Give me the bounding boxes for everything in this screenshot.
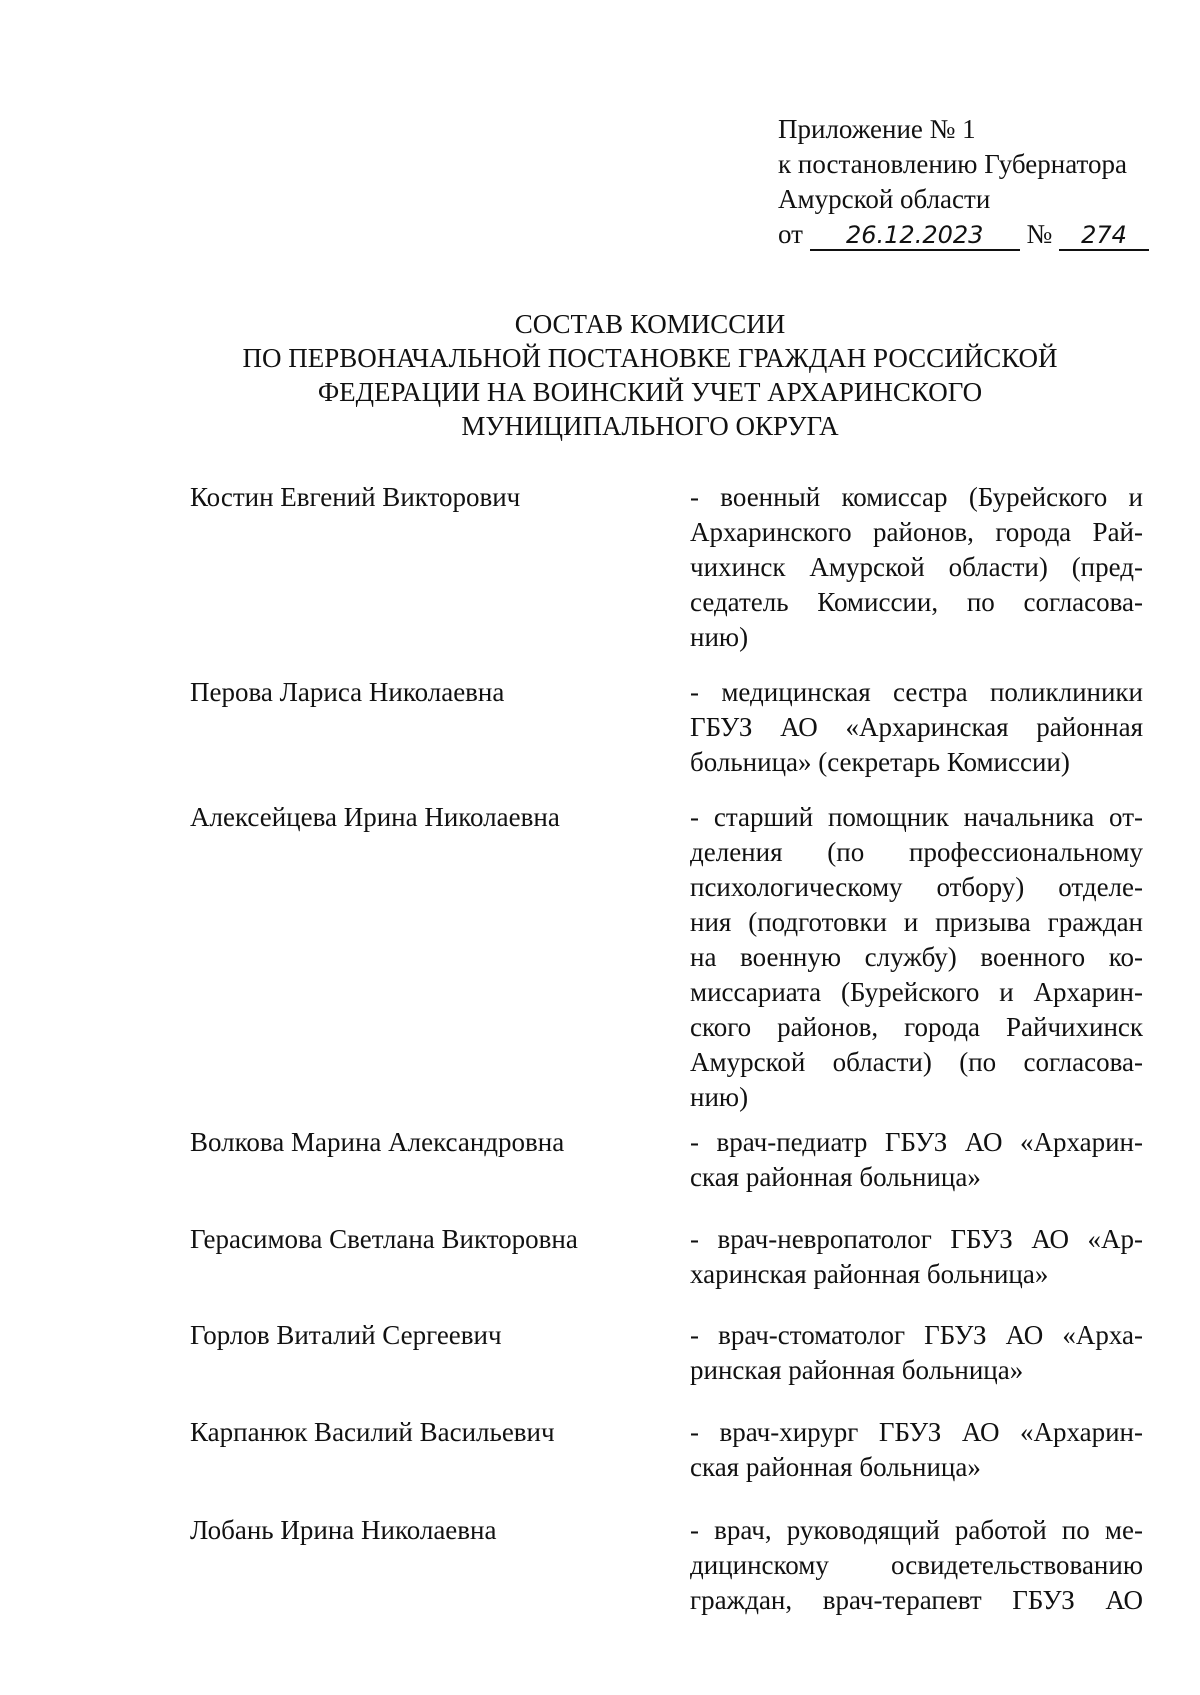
member-name: Герасимова Светлана Викторовна [190,1224,578,1254]
member-role-line: на военную службу) военного ко- [690,942,1143,972]
member-role [690,1125,1143,1195]
member-name: Горлов Виталий Сергеевич [190,1320,502,1350]
appendix-title: Приложение № 1 [778,114,976,144]
member-role-line: ская районная больница» [690,1162,981,1192]
member-name: Костин Евгений Викторович [190,482,521,512]
member-role-line: ния (подготовки и призыва граждан [690,907,1143,937]
member-role-line: ского районов, города Райчихинск [690,1012,1143,1042]
member-role-line: Амурской области) (по согласова- [690,1047,1143,1077]
member-role [690,675,1143,780]
title-line: СОСТАВ КОМИССИИ [514,309,786,339]
member-role-line: чихинск Амурской области) (пред- [690,552,1143,582]
member-role [690,1222,1143,1292]
member-role-line: психологическому отбору) отделе- [690,872,1143,902]
member-name: Перова Лариса Николаевна [190,677,505,707]
member-role [690,1318,1143,1388]
member-role-line: больница» (секретарь Комиссии) [690,747,1070,777]
number-prefix: № [1026,219,1053,249]
member-role-line: - медицинская сестра поликлиники [690,677,1143,707]
member-role-line: - врач, руководящий работой по ме- [690,1515,1143,1545]
appendix-block [778,112,1149,252]
member-role-line: Архаринского районов, города Рай- [690,517,1143,547]
member-role-line: граждан, врач-терапевт ГБУЗ АО [690,1585,1143,1615]
member-role-line: - врач-стоматолог ГБУЗ АО «Арха- [690,1320,1143,1350]
appendix-date-number [778,217,1149,252]
document-title [200,307,1100,443]
appendix-reference: к постановлению Губернатора [778,149,1127,179]
handwritten-date: 26.12.2023 [810,221,1020,251]
member-role-line: деления (по профессиональному [690,837,1143,867]
member-role-line: нию) [690,622,749,652]
appendix-region: Амурской области [778,184,991,214]
member-role-line: - врач-невропатолог ГБУЗ АО «Ар- [690,1224,1143,1254]
title-line: ФЕДЕРАЦИИ НА ВОИНСКИЙ УЧЕТ АРХАРИНСКОГО [317,377,983,407]
member-role-line: нию) [690,1082,749,1112]
member-role [690,480,1143,655]
member-role [690,1513,1143,1618]
member-name: Волкова Марина Александровна [190,1127,565,1157]
member-role-line: - врач-педиатр ГБУЗ АО «Архарин- [690,1127,1143,1157]
member-role-line: - старший помощник начальника от- [690,802,1143,832]
date-prefix: от [778,219,803,249]
member-role-line: ринская районная больница» [690,1355,1024,1385]
member-role-line: ская районная больница» [690,1452,981,1482]
member-role-line: миссариата (Бурейского и Архарин- [690,977,1143,1007]
member-name: Алексейцева Ирина Николаевна [190,802,560,832]
member-role [690,1415,1143,1485]
handwritten-number: 274 [1059,221,1149,251]
member-role-line: харинская районная больница» [690,1259,1049,1289]
member-role-line: - военный комиссар (Бурейского и [690,482,1143,512]
member-role-line: дицинскому освидетельствованию [690,1550,1143,1580]
member-name: Лобань Ирина Николаевна [190,1515,497,1545]
title-line: ПО ПЕРВОНАЧАЛЬНОЙ ПОСТАНОВКЕ ГРАЖДАН РОССИЙСКОЙ [242,343,1058,373]
title-line: МУНИЦИПАЛЬНОГО ОКРУГА [461,411,839,441]
member-name: Карпанюк Василий Васильевич [190,1417,555,1447]
member-role [690,800,1143,1115]
member-role-line: седатель Комиссии, по согласова- [690,587,1143,617]
member-role-line: - врач-хирург ГБУЗ АО «Архарин- [690,1417,1143,1447]
member-role-line: ГБУЗ АО «Архаринская районная [690,712,1143,742]
